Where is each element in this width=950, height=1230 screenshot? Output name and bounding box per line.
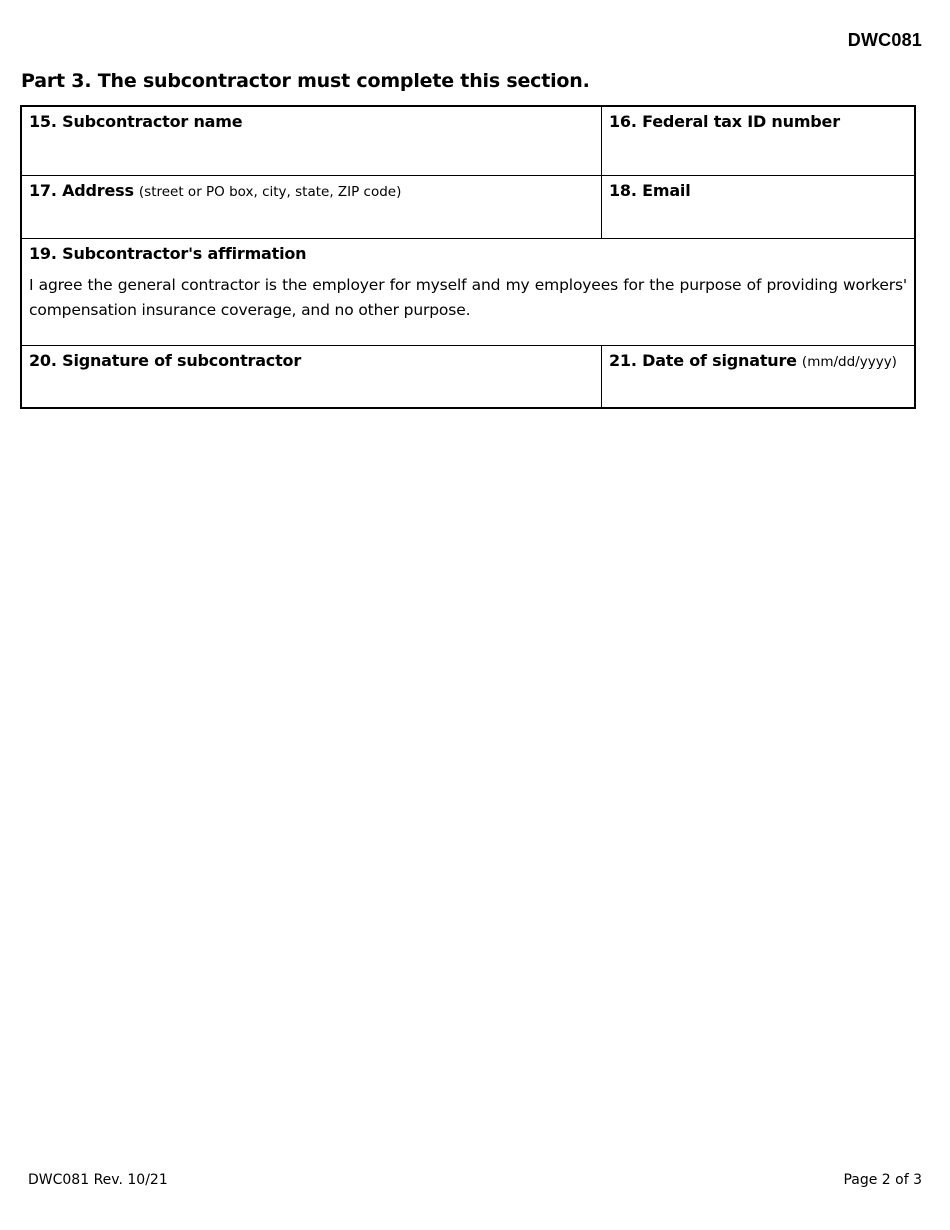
affirmation-label: 19. Subcontractor's affirmation bbox=[29, 244, 307, 263]
signature-label: 20. Signature of subcontractor bbox=[29, 351, 302, 370]
form-row-signature-date bbox=[22, 345, 914, 407]
form-row-address-email bbox=[22, 175, 914, 238]
date-of-signature-label: 21. Date of signature bbox=[609, 351, 797, 370]
subcontractor-name-field[interactable] bbox=[22, 107, 602, 175]
email-label: 18. Email bbox=[609, 181, 691, 200]
form-row-affirmation bbox=[22, 238, 914, 345]
subcontractor-name-label: 15. Subcontractor name bbox=[29, 112, 243, 131]
address-label: 17. Address bbox=[29, 181, 134, 200]
address-field[interactable] bbox=[22, 176, 602, 238]
affirmation-section bbox=[22, 239, 914, 345]
form-code: DWC081 bbox=[847, 30, 922, 50]
email-field[interactable] bbox=[602, 176, 914, 238]
federal-tax-id-field[interactable] bbox=[602, 107, 914, 175]
affirmation-text: I agree the general contractor is the employer for myself and my employees for the purpose of providing workers' compensation insurance coverage, and no other purpose. bbox=[29, 276, 907, 319]
subcontractor-form-table bbox=[20, 105, 916, 409]
date-of-signature-field[interactable] bbox=[602, 346, 914, 407]
part-title: Part 3. The subcontractor must complete this section. bbox=[21, 70, 590, 92]
date-of-signature-hint: (mm/dd/yyyy) bbox=[801, 354, 897, 370]
form-row-name-tax bbox=[22, 107, 914, 175]
address-hint: (street or PO box, city, state, ZIP code) bbox=[138, 184, 402, 200]
form-revision: DWC081 Rev. 10/21 bbox=[28, 1172, 168, 1188]
page-number: Page 2 of 3 bbox=[843, 1172, 922, 1188]
federal-tax-id-label: 16. Federal tax ID number bbox=[609, 112, 840, 131]
signature-field[interactable] bbox=[22, 346, 602, 407]
